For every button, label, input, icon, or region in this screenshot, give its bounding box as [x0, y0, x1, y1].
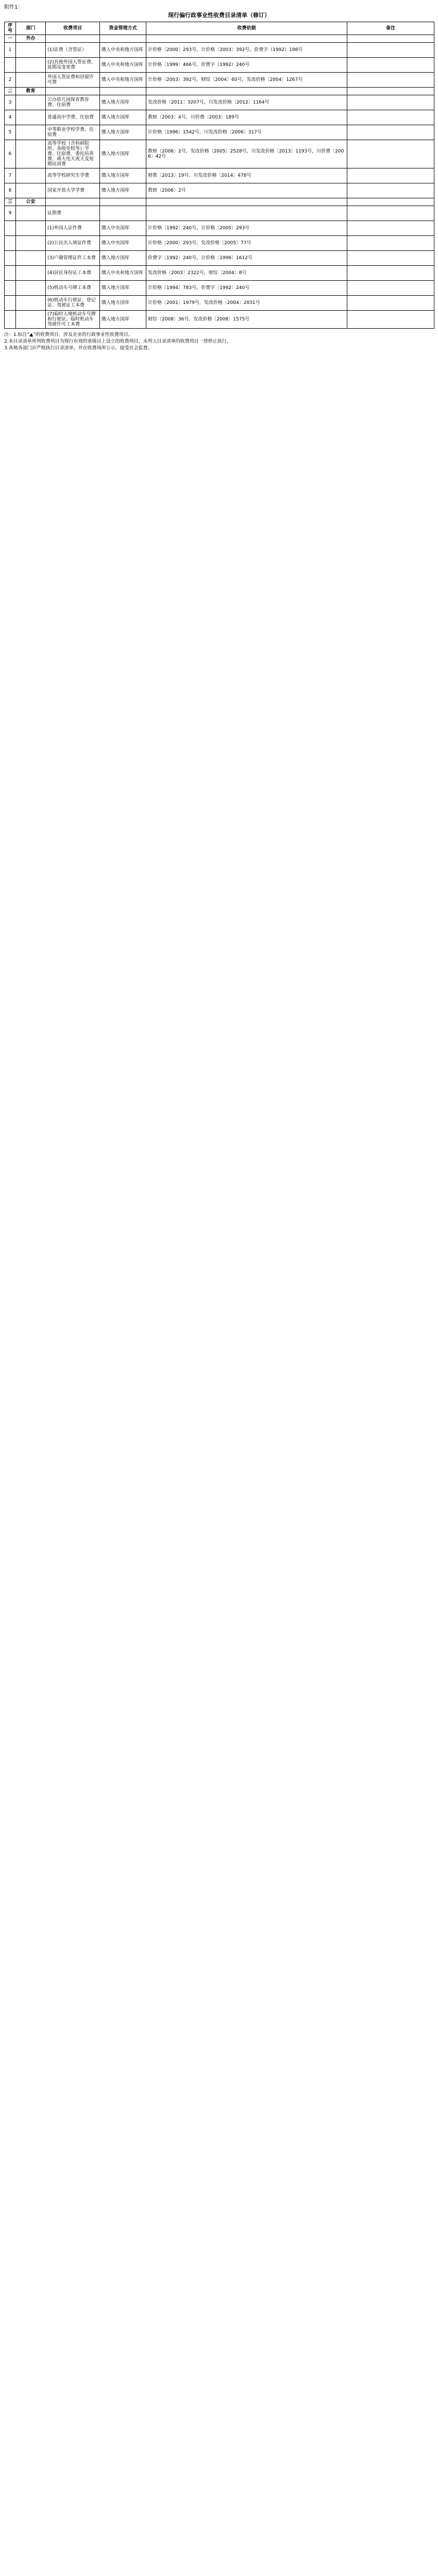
row-seq	[5, 58, 16, 73]
section-empty-cell	[100, 198, 146, 206]
row-fund-mgmt: 缴入地方国库	[100, 125, 146, 140]
row-fee-item: (7)临时入境机动车号牌和行驶证、临时机动车驾驶许可工本费	[46, 311, 100, 329]
table-row	[5, 221, 434, 236]
row-basis: 计价格〔1999〕466号，价费字（1992）240号	[146, 58, 347, 73]
row-fund-mgmt: 缴入地方国库	[100, 168, 146, 183]
row-fund-mgmt: 缴入中央和地方国库	[100, 73, 146, 88]
row-fee-item: 公办幼儿园保育教育费、住宿费	[46, 95, 100, 110]
row-basis: 教财〔2006〕2号，发改价格〔2005〕2528号，川发改价格〔2013〕1193号，川价费〔2006〕42号	[146, 140, 347, 168]
row-fee-item: 高等学校（含科研院所、各级党校等）学费、住宿费、委托培养费、函大电大夜大及短期培训费	[46, 140, 100, 168]
row-seq: 8	[5, 183, 16, 198]
row-fund-mgmt: 缴入中央国库	[100, 221, 146, 236]
row-remark	[347, 281, 434, 296]
table-row	[5, 58, 434, 73]
row-dept-cell	[16, 95, 46, 110]
row-remark	[347, 266, 434, 281]
document	[4, 4, 434, 352]
table-row	[5, 281, 434, 296]
table-row	[5, 95, 434, 110]
row-dept-cell	[16, 206, 46, 221]
row-remark	[347, 168, 434, 183]
row-fee-item: 国家开放大学学费	[46, 183, 100, 198]
section-empty-cell	[347, 35, 434, 43]
header-item: 收费项目	[46, 22, 100, 35]
row-fund-mgmt: 缴入地方国库	[100, 281, 146, 296]
row-basis: 价费字〔1992〕240号，计价格〔1996〕1612号	[146, 251, 347, 266]
row-basis: 计价格〔1996〕1542号，川发改价格〔2006〕317号	[146, 125, 347, 140]
row-fee-item: (6)机动车行驶证、登记证、驾驶证工本费	[46, 296, 100, 311]
row-fund-mgmt: 缴入地方国库	[100, 311, 146, 329]
row-basis	[146, 206, 347, 221]
table-row	[5, 266, 434, 281]
section-row	[5, 35, 434, 43]
section-dept: 公安	[16, 198, 46, 206]
header-mgmt: 资金管理方式	[100, 22, 146, 35]
row-fee-item: (2)其他外国人签证费、延期及变更费	[46, 58, 100, 73]
annex-label: 附件1：	[4, 5, 23, 10]
section-empty-cell	[100, 35, 146, 43]
row-fee-item: 中等职业学校学费、住宿费	[46, 125, 100, 140]
row-basis: 计价格〔2003〕392号，财综〔2004〕60号，发改价格〔2004〕1267号	[146, 73, 347, 88]
row-dept-cell	[16, 110, 46, 125]
table-header-row	[5, 22, 434, 35]
row-remark	[347, 296, 434, 311]
row-seq: 9	[5, 206, 16, 221]
note-line: 2.本目录清单所列收费项目为现行有效的省级以上设立的收费项目，未列入目录清单的收费项目一律停止执行。	[4, 339, 231, 344]
row-fund-mgmt: 缴入中央和地方国库	[100, 43, 146, 58]
row-basis: 计价格〔2000〕293号，发改价格〔2005〕77号	[146, 236, 347, 251]
row-seq	[5, 266, 16, 281]
row-fee-item: 证照费	[46, 206, 100, 221]
row-fee-item: (5)机动车号牌工本费	[46, 281, 100, 296]
table-body	[5, 35, 434, 329]
row-fund-mgmt: 缴入地方国库	[100, 110, 146, 125]
table-row	[5, 296, 434, 311]
row-dept-cell	[16, 168, 46, 183]
section-number: 三	[5, 198, 16, 206]
row-dept-cell	[16, 140, 46, 168]
row-remark	[347, 140, 434, 168]
row-remark	[347, 125, 434, 140]
row-dept-cell	[16, 125, 46, 140]
table-row	[5, 73, 434, 88]
table-row	[5, 311, 434, 329]
row-fund-mgmt: 缴入中央和地方国库	[100, 266, 146, 281]
row-seq	[5, 251, 16, 266]
table-row	[5, 183, 434, 198]
section-empty-cell	[347, 88, 434, 95]
row-dept-cell	[16, 311, 46, 329]
row-fee-item: (1)外国人证件费	[46, 221, 100, 236]
row-fund-mgmt: 缴入地方国库	[100, 140, 146, 168]
row-dept-cell	[16, 251, 46, 266]
row-fund-mgmt	[100, 206, 146, 221]
row-seq	[5, 296, 16, 311]
row-dept-cell	[16, 58, 46, 73]
table-row	[5, 43, 434, 58]
row-remark	[347, 236, 434, 251]
header-remark: 备注	[347, 22, 434, 35]
section-empty-cell	[146, 198, 347, 206]
fee-table	[4, 22, 434, 329]
notes	[4, 332, 434, 352]
row-dept-cell	[16, 236, 46, 251]
row-seq: 7	[5, 168, 16, 183]
row-basis: 计价格〔1994〕783号，价费字〔1992〕240号	[146, 281, 347, 296]
row-seq: 1	[5, 43, 16, 58]
row-dept-cell	[16, 281, 46, 296]
row-seq: 5	[5, 125, 16, 140]
table-row	[5, 168, 434, 183]
section-number: 二	[5, 88, 16, 95]
row-fee-item: (1)证费（含签证）	[46, 43, 100, 58]
row-basis: 计价格〔2001〕1979号，发改价格〔2004〕2831号	[146, 296, 347, 311]
row-fund-mgmt: 缴入地方国库	[100, 183, 146, 198]
row-seq: 2	[5, 73, 16, 88]
row-remark	[347, 43, 434, 58]
row-basis: 计价格〔1992〕240号，计价格〔2000〕293号	[146, 221, 347, 236]
row-basis: 财教〔2013〕19号，川发改价格〔2014〕478号	[146, 168, 347, 183]
section-row	[5, 88, 434, 95]
row-remark	[347, 95, 434, 110]
header-basis: 收费依据	[146, 22, 347, 35]
row-fee-item: 普通高中学费、住宿费	[46, 110, 100, 125]
document-title: 现行偏行政事业性收费目录清单（修订）	[168, 12, 270, 19]
note-line: 3.各地各部门应严格执行目录清单，并在收费场所公示，接受社会监督。	[4, 346, 153, 351]
row-dept-cell	[16, 296, 46, 311]
row-seq	[5, 311, 16, 329]
section-empty-cell	[146, 88, 347, 95]
section-empty-cell	[347, 198, 434, 206]
row-fee-item: (2)公民出入境证件费	[46, 236, 100, 251]
row-fund-mgmt: 缴入中央国库	[100, 236, 146, 251]
row-dept-cell	[16, 73, 46, 88]
row-remark	[347, 311, 434, 329]
row-seq: 4	[5, 110, 16, 125]
row-fund-mgmt: 缴入地方国库	[100, 95, 146, 110]
row-remark	[347, 110, 434, 125]
row-basis: 发改价格〔2003〕2322号，财综〔2004〕8号	[146, 266, 347, 281]
row-fund-mgmt: 缴入地方国库	[100, 296, 146, 311]
section-empty-cell	[146, 35, 347, 43]
row-fee-item: (4)居民身份证工本费	[46, 266, 100, 281]
section-number: 一	[5, 35, 16, 43]
table-row	[5, 140, 434, 168]
section-dept: 外办	[16, 35, 46, 43]
section-empty-cell	[46, 88, 100, 95]
header-dept: 部门	[16, 22, 46, 35]
row-seq: 3	[5, 95, 16, 110]
note-line: 注：1.标注“▲”的收费项目，涉及企业的行政事业性收费项目。	[4, 332, 133, 337]
section-empty-cell	[46, 35, 100, 43]
row-seq	[5, 221, 16, 236]
section-dept: 教育	[16, 88, 46, 95]
row-fee-item: 高等学校研究生学费	[46, 168, 100, 183]
table-row	[5, 236, 434, 251]
table-row	[5, 206, 434, 221]
row-dept-cell	[16, 183, 46, 198]
row-remark	[347, 73, 434, 88]
row-seq: 6	[5, 140, 16, 168]
section-row	[5, 198, 434, 206]
row-fee-item: (3)户籍管理证件工本费	[46, 251, 100, 266]
table-row	[5, 125, 434, 140]
table-row	[5, 110, 434, 125]
row-basis: 教财〔2003〕4号，川价费〔2003〕189号	[146, 110, 347, 125]
row-dept-cell	[16, 221, 46, 236]
section-empty-cell	[100, 88, 146, 95]
row-remark	[347, 251, 434, 266]
row-dept-cell	[16, 43, 46, 58]
row-fund-mgmt: 缴入中央和地方国库	[100, 58, 146, 73]
row-remark	[347, 183, 434, 198]
header-seq: 序号	[5, 22, 16, 35]
row-basis: 教财〔2006〕2号	[146, 183, 347, 198]
row-remark	[347, 206, 434, 221]
table-row	[5, 251, 434, 266]
row-dept-cell	[16, 266, 46, 281]
section-empty-cell	[46, 198, 100, 206]
row-remark	[347, 221, 434, 236]
row-basis: 发改价格〔2011〕3207号，川发改价格〔2012〕1164号	[146, 95, 347, 110]
row-seq	[5, 236, 16, 251]
row-basis: 财综〔2008〕36号，发改价格〔2008〕1575号	[146, 311, 347, 329]
row-remark	[347, 58, 434, 73]
row-fee-item: 外国人签证费和居留许可费	[46, 73, 100, 88]
row-basis: 计价格〔2000〕293号，计价格〔2003〕392号，价费字（1992）198号	[146, 43, 347, 58]
row-seq	[5, 281, 16, 296]
row-fund-mgmt: 缴入地方国库	[100, 251, 146, 266]
